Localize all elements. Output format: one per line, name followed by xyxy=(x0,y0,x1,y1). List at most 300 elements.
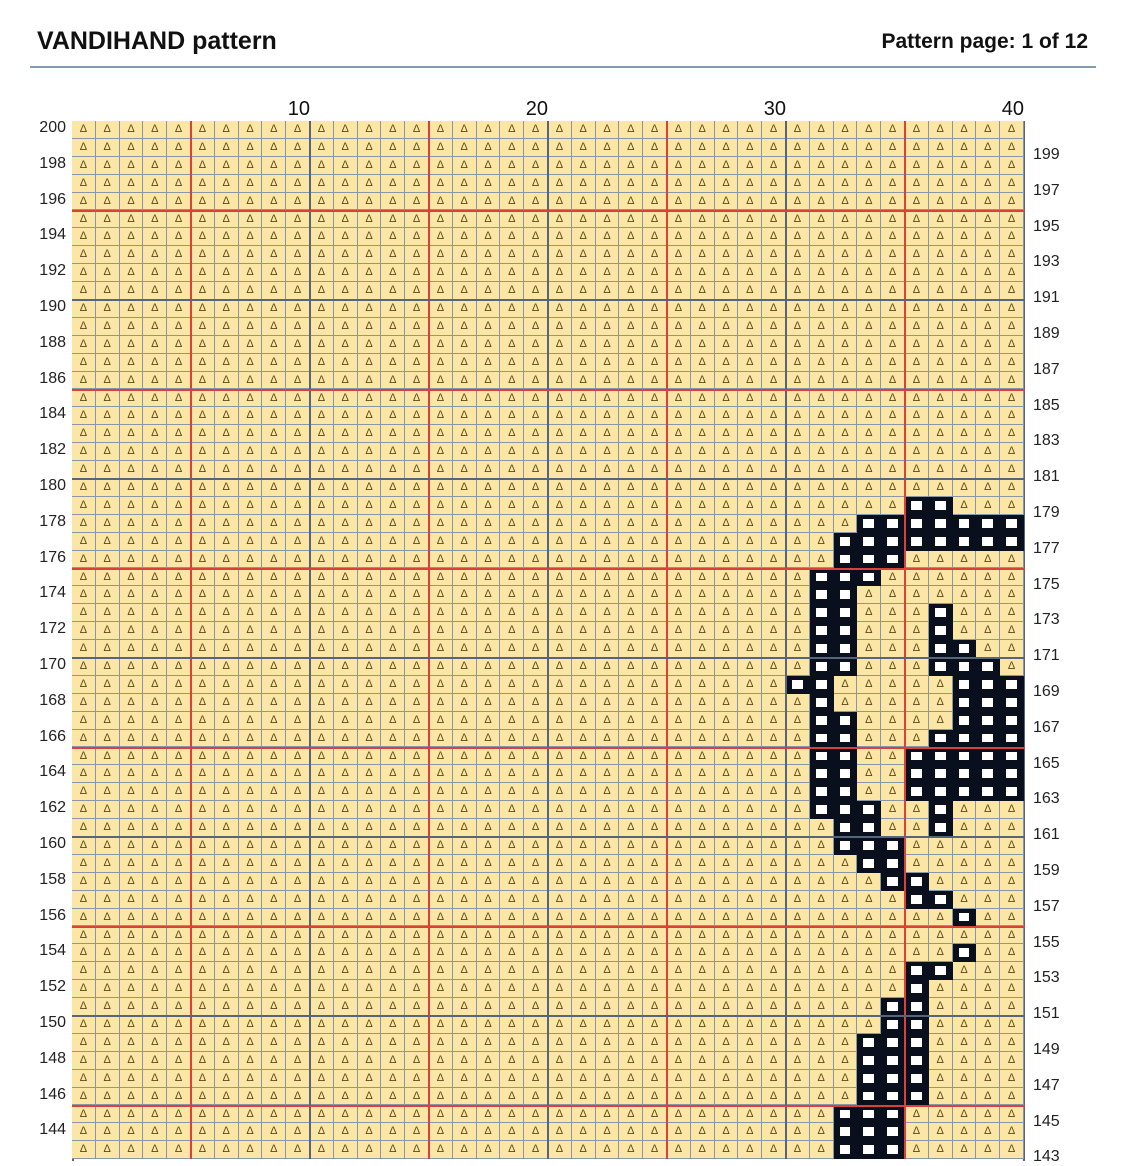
background-cell: Δ xyxy=(572,211,596,229)
background-cell: Δ xyxy=(667,1034,691,1052)
background-cell: Δ xyxy=(548,1106,572,1124)
background-cell: Δ xyxy=(262,211,286,229)
background-cell: Δ xyxy=(643,801,667,819)
background-cell: Δ xyxy=(548,282,572,300)
background-cell: Δ xyxy=(286,1052,310,1070)
background-cell: Δ xyxy=(667,318,691,336)
background-cell: Δ xyxy=(120,282,144,300)
background-cell: Δ xyxy=(477,336,501,354)
background-cell: Δ xyxy=(715,1052,739,1070)
stitch-cell xyxy=(929,962,953,980)
stitch-symbol xyxy=(863,1074,874,1083)
stitch-cell xyxy=(834,586,858,604)
stitch-cell xyxy=(929,604,953,622)
background-cell: Δ xyxy=(619,801,643,819)
background-cell: Δ xyxy=(786,980,810,998)
background-cell: Δ xyxy=(143,873,167,891)
background-cell: Δ xyxy=(96,748,120,766)
background-cell: Δ xyxy=(786,748,810,766)
background-cell: Δ xyxy=(524,1088,548,1106)
background-cell: Δ xyxy=(596,998,620,1016)
background-cell: Δ xyxy=(167,569,191,587)
background-cell: Δ xyxy=(643,640,667,658)
background-cell: Δ xyxy=(953,801,977,819)
background-cell: Δ xyxy=(381,1052,405,1070)
background-cell: Δ xyxy=(381,211,405,229)
background-cell: Δ xyxy=(239,175,263,193)
background-cell: Δ xyxy=(762,783,786,801)
background-cell: Δ xyxy=(477,676,501,694)
stitch-symbol xyxy=(816,662,827,671)
background-cell: Δ xyxy=(786,1070,810,1088)
background-cell: Δ xyxy=(596,1070,620,1088)
background-cell: Δ xyxy=(215,515,239,533)
pattern-page-indicator: Pattern page: 1 of 12 xyxy=(881,30,1088,53)
background-cell: Δ xyxy=(619,1141,643,1159)
background-cell: Δ xyxy=(786,604,810,622)
background-cell: Δ xyxy=(262,801,286,819)
background-cell: Δ xyxy=(215,819,239,837)
background-cell: Δ xyxy=(358,515,382,533)
row-number: 174 xyxy=(39,584,66,602)
background-cell: Δ xyxy=(72,264,96,282)
background-cell: Δ xyxy=(691,193,715,211)
stitch-symbol xyxy=(1006,537,1017,546)
background-cell: Δ xyxy=(72,390,96,408)
background-cell: Δ xyxy=(691,765,715,783)
background-cell: Δ xyxy=(286,1141,310,1159)
background-cell: Δ xyxy=(453,658,477,676)
background-cell: Δ xyxy=(500,694,524,712)
background-cell: Δ xyxy=(429,228,453,246)
background-cell: Δ xyxy=(619,228,643,246)
background-cell: Δ xyxy=(643,1034,667,1052)
stitch-cell xyxy=(834,730,858,748)
background-cell: Δ xyxy=(72,604,96,622)
background-cell: Δ xyxy=(572,372,596,390)
background-cell: Δ xyxy=(715,300,739,318)
background-cell: Δ xyxy=(548,837,572,855)
background-cell: Δ xyxy=(120,819,144,837)
background-cell: Δ xyxy=(167,318,191,336)
background-cell: Δ xyxy=(524,873,548,891)
background-cell: Δ xyxy=(596,801,620,819)
background-cell: Δ xyxy=(834,497,858,515)
background-cell: Δ xyxy=(524,372,548,390)
stitch-cell xyxy=(929,730,953,748)
background-cell: Δ xyxy=(786,425,810,443)
background-cell: Δ xyxy=(453,765,477,783)
background-cell: Δ xyxy=(572,318,596,336)
background-cell: Δ xyxy=(524,318,548,336)
background-cell: Δ xyxy=(262,998,286,1016)
row-number: 187 xyxy=(1033,360,1060,378)
background-cell: Δ xyxy=(881,962,905,980)
background-cell: Δ xyxy=(667,372,691,390)
background-cell: Δ xyxy=(453,962,477,980)
background-cell: Δ xyxy=(786,765,810,783)
background-cell: Δ xyxy=(239,228,263,246)
background-cell: Δ xyxy=(405,246,429,264)
background-cell: Δ xyxy=(500,300,524,318)
background-cell: Δ xyxy=(715,819,739,837)
stitch-symbol xyxy=(816,573,827,582)
stitch-cell xyxy=(834,658,858,676)
background-cell: Δ xyxy=(72,354,96,372)
background-cell: Δ xyxy=(905,586,929,604)
background-cell: Δ xyxy=(262,1106,286,1124)
background-cell: Δ xyxy=(381,944,405,962)
background-cell: Δ xyxy=(953,407,977,425)
background-cell: Δ xyxy=(548,551,572,569)
background-cell: Δ xyxy=(905,569,929,587)
background-cell: Δ xyxy=(1000,962,1024,980)
background-cell: Δ xyxy=(715,515,739,533)
stitch-cell xyxy=(953,676,977,694)
background-cell: Δ xyxy=(453,622,477,640)
background-cell: Δ xyxy=(262,1034,286,1052)
background-cell: Δ xyxy=(453,139,477,157)
background-cell: Δ xyxy=(596,533,620,551)
background-cell: Δ xyxy=(286,264,310,282)
background-cell: Δ xyxy=(905,1106,929,1124)
background-cell: Δ xyxy=(381,1016,405,1034)
background-cell: Δ xyxy=(524,246,548,264)
stitch-cell xyxy=(810,730,834,748)
background-cell: Δ xyxy=(596,640,620,658)
stitch-symbol xyxy=(935,501,946,510)
stitch-symbol xyxy=(911,1002,922,1011)
background-cell: Δ xyxy=(429,354,453,372)
background-cell: Δ xyxy=(1000,372,1024,390)
background-cell: Δ xyxy=(453,944,477,962)
background-cell: Δ xyxy=(572,837,596,855)
background-cell: Δ xyxy=(191,121,215,139)
background-cell: Δ xyxy=(358,1052,382,1070)
row-number: 146 xyxy=(39,1085,66,1103)
background-cell: Δ xyxy=(643,139,667,157)
background-cell: Δ xyxy=(834,425,858,443)
background-cell: Δ xyxy=(405,640,429,658)
background-cell: Δ xyxy=(405,658,429,676)
stitch-symbol xyxy=(1006,752,1017,761)
background-cell: Δ xyxy=(191,1106,215,1124)
background-cell: Δ xyxy=(239,622,263,640)
background-cell: Δ xyxy=(738,801,762,819)
background-cell: Δ xyxy=(905,121,929,139)
background-cell: Δ xyxy=(596,121,620,139)
background-cell: Δ xyxy=(667,998,691,1016)
background-cell: Δ xyxy=(834,246,858,264)
background-cell: Δ xyxy=(548,998,572,1016)
background-cell: Δ xyxy=(429,1141,453,1159)
background-cell: Δ xyxy=(429,694,453,712)
background-cell: Δ xyxy=(929,551,953,569)
background-cell: Δ xyxy=(143,390,167,408)
background-cell: Δ xyxy=(500,1052,524,1070)
background-cell: Δ xyxy=(96,372,120,390)
background-cell: Δ xyxy=(524,569,548,587)
background-cell: Δ xyxy=(96,1088,120,1106)
background-cell: Δ xyxy=(905,479,929,497)
background-cell: Δ xyxy=(667,837,691,855)
background-cell: Δ xyxy=(96,604,120,622)
background-cell: Δ xyxy=(191,211,215,229)
background-cell: Δ xyxy=(738,1141,762,1159)
background-cell: Δ xyxy=(262,300,286,318)
background-cell: Δ xyxy=(572,622,596,640)
background-cell: Δ xyxy=(810,873,834,891)
background-cell: Δ xyxy=(191,909,215,927)
background-cell: Δ xyxy=(1000,193,1024,211)
background-cell: Δ xyxy=(715,551,739,569)
background-cell: Δ xyxy=(358,622,382,640)
background-cell: Δ xyxy=(215,1016,239,1034)
stitch-symbol xyxy=(887,1002,898,1011)
background-cell: Δ xyxy=(310,765,334,783)
background-cell: Δ xyxy=(548,909,572,927)
background-cell: Δ xyxy=(905,658,929,676)
background-cell: Δ xyxy=(262,604,286,622)
background-cell: Δ xyxy=(786,783,810,801)
background-cell: Δ xyxy=(381,282,405,300)
background-cell: Δ xyxy=(191,407,215,425)
background-cell: Δ xyxy=(786,658,810,676)
background-cell: Δ xyxy=(881,407,905,425)
background-cell: Δ xyxy=(500,1034,524,1052)
background-cell: Δ xyxy=(358,909,382,927)
background-cell: Δ xyxy=(215,927,239,945)
background-cell: Δ xyxy=(572,407,596,425)
stitch-cell xyxy=(905,1070,929,1088)
row-number: 182 xyxy=(39,441,66,459)
stitch-cell xyxy=(1000,676,1024,694)
background-cell: Δ xyxy=(524,676,548,694)
stitch-cell xyxy=(929,891,953,909)
stitch-symbol xyxy=(982,769,993,778)
background-cell: Δ xyxy=(310,1088,334,1106)
background-cell: Δ xyxy=(548,425,572,443)
background-cell: Δ xyxy=(429,425,453,443)
background-cell: Δ xyxy=(667,730,691,748)
background-cell: Δ xyxy=(929,980,953,998)
background-cell: Δ xyxy=(929,139,953,157)
background-cell: Δ xyxy=(405,676,429,694)
background-cell: Δ xyxy=(976,1052,1000,1070)
background-cell: Δ xyxy=(691,909,715,927)
stitch-cell xyxy=(976,712,1000,730)
background-cell: Δ xyxy=(96,336,120,354)
background-cell: Δ xyxy=(96,533,120,551)
background-cell: Δ xyxy=(191,157,215,175)
background-cell: Δ xyxy=(239,497,263,515)
background-cell: Δ xyxy=(643,569,667,587)
background-cell: Δ xyxy=(953,425,977,443)
background-cell: Δ xyxy=(453,694,477,712)
background-cell: Δ xyxy=(215,622,239,640)
background-cell: Δ xyxy=(429,1034,453,1052)
background-cell: Δ xyxy=(548,264,572,282)
row-number: 173 xyxy=(1033,611,1060,629)
background-cell: Δ xyxy=(429,604,453,622)
stitch-cell xyxy=(834,1123,858,1141)
background-cell: Δ xyxy=(143,1070,167,1088)
background-cell: Δ xyxy=(953,980,977,998)
background-cell: Δ xyxy=(619,372,643,390)
background-cell: Δ xyxy=(524,604,548,622)
background-cell: Δ xyxy=(477,622,501,640)
background-cell: Δ xyxy=(262,372,286,390)
background-cell: Δ xyxy=(310,783,334,801)
background-cell: Δ xyxy=(976,282,1000,300)
background-cell: Δ xyxy=(453,873,477,891)
background-cell: Δ xyxy=(762,336,786,354)
background-cell: Δ xyxy=(738,121,762,139)
background-cell: Δ xyxy=(334,336,358,354)
background-cell: Δ xyxy=(762,837,786,855)
background-cell: Δ xyxy=(691,175,715,193)
background-cell: Δ xyxy=(500,855,524,873)
background-cell: Δ xyxy=(691,461,715,479)
stitch-cell xyxy=(857,569,881,587)
background-cell: Δ xyxy=(548,658,572,676)
background-cell: Δ xyxy=(453,801,477,819)
background-cell: Δ xyxy=(976,855,1000,873)
background-cell: Δ xyxy=(881,604,905,622)
background-cell: Δ xyxy=(191,1088,215,1106)
background-cell: Δ xyxy=(667,819,691,837)
background-cell: Δ xyxy=(239,121,263,139)
background-cell: Δ xyxy=(881,139,905,157)
background-cell: Δ xyxy=(524,300,548,318)
background-cell: Δ xyxy=(358,497,382,515)
stitch-cell xyxy=(834,1106,858,1124)
background-cell: Δ xyxy=(643,1016,667,1034)
background-cell: Δ xyxy=(905,354,929,372)
background-cell: Δ xyxy=(191,927,215,945)
header-divider xyxy=(30,66,1096,68)
stitch-cell xyxy=(1000,765,1024,783)
background-cell: Δ xyxy=(215,748,239,766)
stitch-symbol xyxy=(1006,734,1017,743)
background-cell: Δ xyxy=(381,837,405,855)
background-cell: Δ xyxy=(310,962,334,980)
background-cell: Δ xyxy=(405,837,429,855)
background-cell: Δ xyxy=(976,819,1000,837)
background-cell: Δ xyxy=(96,622,120,640)
background-cell: Δ xyxy=(953,443,977,461)
background-cell: Δ xyxy=(810,515,834,533)
background-cell: Δ xyxy=(215,461,239,479)
stitch-cell xyxy=(905,1052,929,1070)
background-cell: Δ xyxy=(120,569,144,587)
background-cell: Δ xyxy=(120,855,144,873)
background-cell: Δ xyxy=(572,390,596,408)
background-cell: Δ xyxy=(453,121,477,139)
stitch-symbol xyxy=(887,1092,898,1101)
background-cell: Δ xyxy=(596,1016,620,1034)
background-cell: Δ xyxy=(239,801,263,819)
background-cell: Δ xyxy=(976,193,1000,211)
background-cell: Δ xyxy=(881,425,905,443)
background-cell: Δ xyxy=(191,855,215,873)
background-cell: Δ xyxy=(643,891,667,909)
background-cell: Δ xyxy=(667,228,691,246)
background-cell: Δ xyxy=(762,1016,786,1034)
background-cell: Δ xyxy=(596,891,620,909)
background-cell: Δ xyxy=(738,461,762,479)
stitch-symbol xyxy=(863,1127,874,1136)
background-cell: Δ xyxy=(120,622,144,640)
background-cell: Δ xyxy=(262,730,286,748)
background-cell: Δ xyxy=(477,1088,501,1106)
background-cell: Δ xyxy=(619,300,643,318)
background-cell: Δ xyxy=(405,1123,429,1141)
background-cell: Δ xyxy=(477,121,501,139)
background-cell: Δ xyxy=(834,157,858,175)
background-cell: Δ xyxy=(953,228,977,246)
background-cell: Δ xyxy=(524,1106,548,1124)
stitch-symbol xyxy=(863,1092,874,1101)
row-number: 147 xyxy=(1033,1076,1060,1094)
background-cell: Δ xyxy=(667,264,691,282)
background-cell: Δ xyxy=(477,694,501,712)
major-gridline-red xyxy=(190,121,192,1159)
background-cell: Δ xyxy=(524,944,548,962)
background-cell: Δ xyxy=(334,586,358,604)
background-cell: Δ xyxy=(857,211,881,229)
background-cell: Δ xyxy=(691,1088,715,1106)
row-number: 192 xyxy=(39,262,66,280)
background-cell: Δ xyxy=(572,461,596,479)
background-cell: Δ xyxy=(358,694,382,712)
background-cell: Δ xyxy=(143,1034,167,1052)
background-cell: Δ xyxy=(167,891,191,909)
background-cell: Δ xyxy=(548,318,572,336)
stitch-symbol xyxy=(887,1038,898,1047)
background-cell: Δ xyxy=(477,712,501,730)
background-cell: Δ xyxy=(857,282,881,300)
background-cell: Δ xyxy=(72,694,96,712)
stitch-symbol xyxy=(816,769,827,778)
background-cell: Δ xyxy=(691,282,715,300)
background-cell: Δ xyxy=(191,390,215,408)
row-number: 199 xyxy=(1033,145,1060,163)
background-cell: Δ xyxy=(96,1052,120,1070)
background-cell: Δ xyxy=(881,676,905,694)
background-cell: Δ xyxy=(405,1052,429,1070)
background-cell: Δ xyxy=(905,157,929,175)
background-cell: Δ xyxy=(596,748,620,766)
background-cell: Δ xyxy=(596,139,620,157)
background-cell: Δ xyxy=(572,765,596,783)
background-cell: Δ xyxy=(215,891,239,909)
background-cell: Δ xyxy=(691,998,715,1016)
background-cell: Δ xyxy=(762,533,786,551)
row-number: 155 xyxy=(1033,933,1060,951)
background-cell: Δ xyxy=(857,694,881,712)
stitch-cell xyxy=(857,551,881,569)
background-cell: Δ xyxy=(239,533,263,551)
background-cell: Δ xyxy=(619,998,643,1016)
background-cell: Δ xyxy=(786,801,810,819)
stitch-cell xyxy=(834,712,858,730)
background-cell: Δ xyxy=(381,676,405,694)
background-cell: Δ xyxy=(715,1123,739,1141)
background-cell: Δ xyxy=(477,658,501,676)
stitch-cell xyxy=(929,765,953,783)
background-cell: Δ xyxy=(239,586,263,604)
